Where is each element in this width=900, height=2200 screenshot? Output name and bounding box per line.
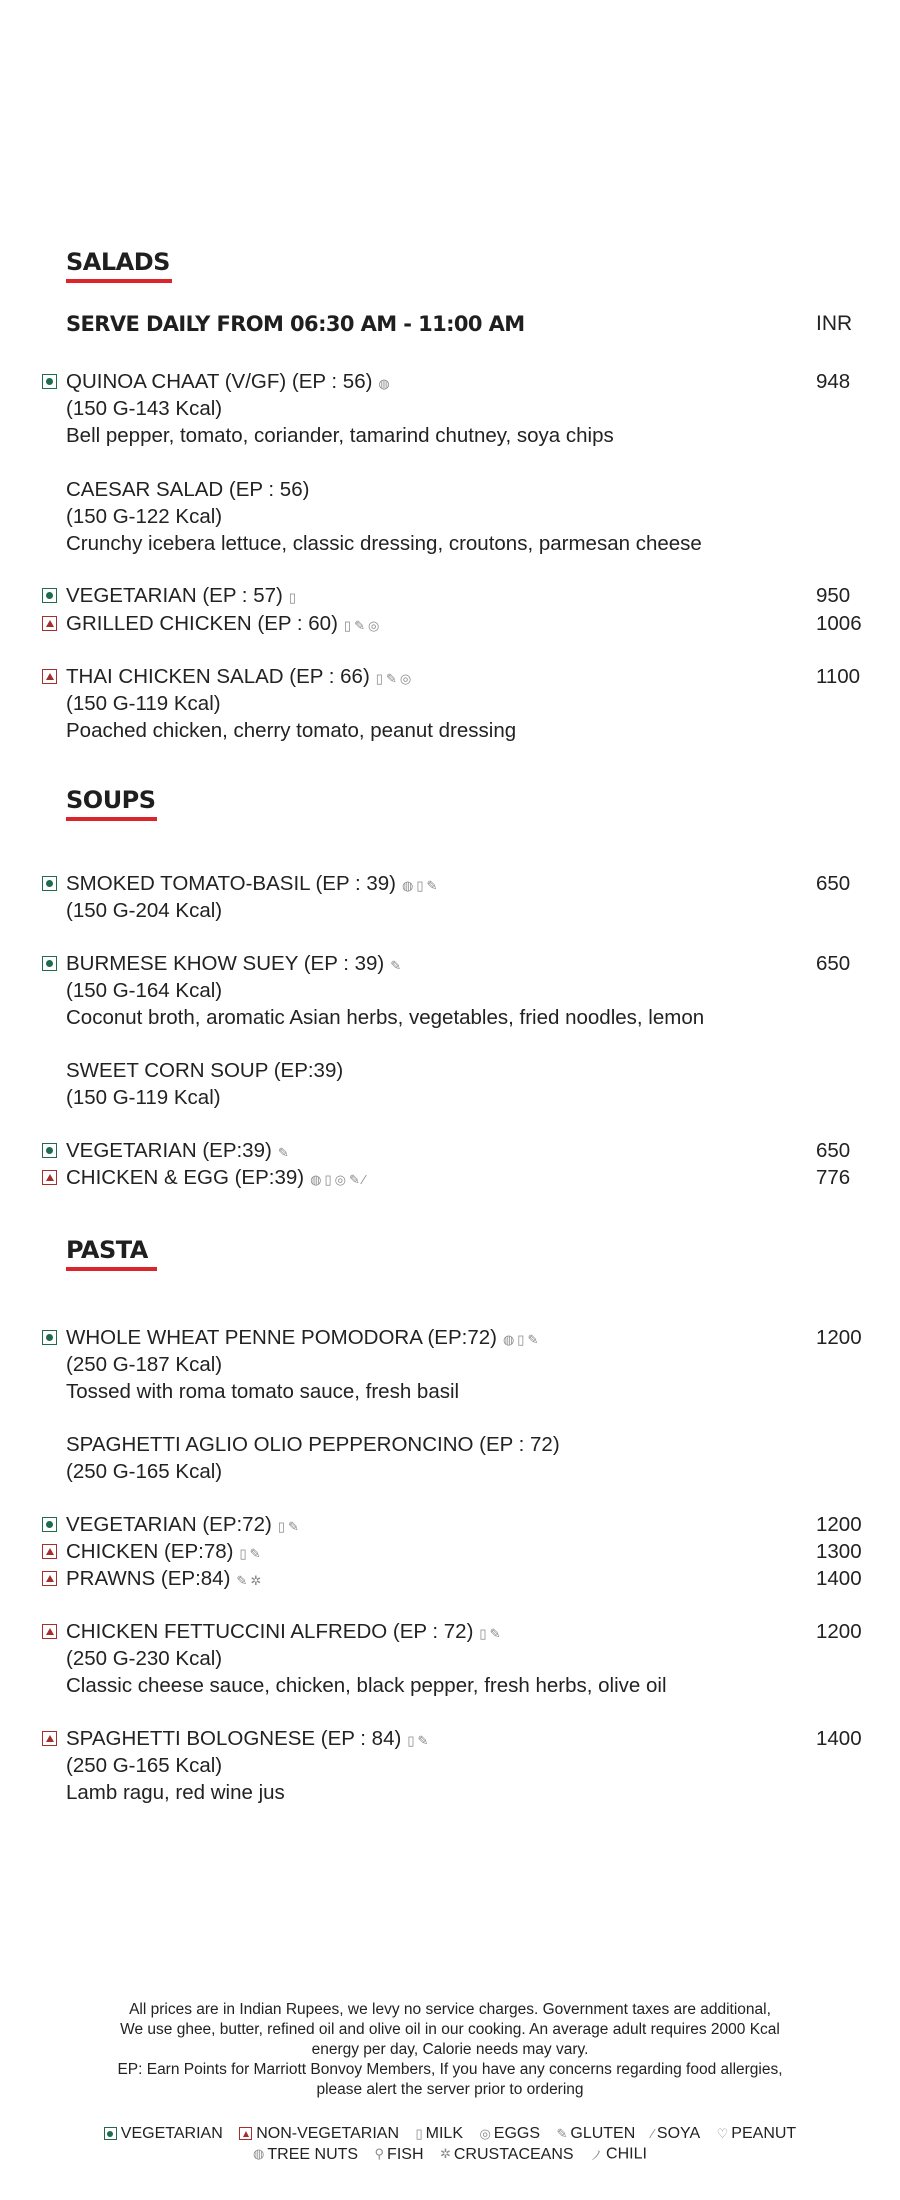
eggs-icon: ◎ — [367, 617, 380, 633]
menu-item-name: SPAGHETTI BOLOGNESE (EP : 84) ▯ ✎ — [66, 1725, 431, 1754]
menu-item-portion: (150 G-164 Kcal) — [66, 979, 223, 1002]
menu-item-portion: (250 G-165 Kcal) — [66, 1754, 223, 1777]
crustaceans-icon: ✲ — [439, 2146, 451, 2162]
nonveg-marker-icon — [239, 2127, 252, 2140]
menu-item-name: THAI CHICKEN SALAD (EP : 66) ▯ ✎ ◎ — [66, 663, 414, 692]
gluten-icon: ✎ — [426, 877, 438, 893]
gluten-icon: ✎ — [417, 1732, 429, 1748]
peanut-icon: ♡ — [716, 2125, 729, 2141]
menu-item-name: BURMESE KHOW SUEY (EP : 39) ✎ — [66, 950, 404, 979]
milk-icon: ▯ — [343, 617, 352, 633]
footer-line: energy per day, Calorie needs may vary. — [311, 2041, 589, 2058]
menu-item-portion: (150 G-122 Kcal) — [66, 505, 223, 528]
section-underline — [66, 279, 172, 283]
footer-line: All prices are in Indian Rupees, we levy no service charges. Government taxes are additional, — [129, 2001, 771, 2018]
menu-item-name: VEGETARIAN (EP:39) ✎ — [66, 1137, 292, 1166]
gluten-icon: ✎ — [390, 957, 402, 973]
gluten-icon: ✎ — [489, 1625, 501, 1641]
serve-time: SERVE DAILY FROM 06:30 AM - 11:00 AM — [66, 312, 525, 336]
milk-icon: ▯ — [415, 2125, 423, 2141]
footer-line: EP: Earn Points for Marriott Bonvoy Members, If you have any concerns regarding food allergies, — [117, 2061, 783, 2078]
veg-marker-icon — [104, 2127, 117, 2140]
menu-item-price: 1400 — [816, 1727, 862, 1750]
chili-icon: ノ — [590, 2148, 604, 2163]
menu-item-name: CHICKEN (EP:78) ▯ ✎ — [66, 1538, 264, 1567]
tree-nuts-icon: ◍ — [310, 1171, 322, 1187]
menu-item-name: CAESAR SALAD (EP : 56) — [66, 478, 310, 501]
milk-icon: ▯ — [479, 1625, 487, 1641]
gluten-icon: ✎ — [385, 670, 397, 686]
menu-item-name: CHICKEN FETTUCCINI ALFREDO (EP : 72) ▯ ✎ — [66, 1618, 503, 1647]
soya-icon: ⁄ — [362, 1171, 366, 1187]
menu-item-portion: (250 G-187 Kcal) — [66, 1353, 223, 1376]
menu-item-portion: (150 G-119 Kcal) — [66, 692, 221, 715]
legend-row-1: VEGETARIAN NON-VEGETARIAN ▯ MILK ◎ EGGS ✎ GLUTEN ⁄ SOYA ♡ PEANUT — [60, 2125, 840, 2143]
menu-item-price: 950 — [816, 584, 851, 607]
nonveg-marker-icon — [42, 669, 57, 684]
milk-icon: ▯ — [324, 1171, 332, 1187]
section-title-salads: SALADS — [66, 248, 170, 276]
section-underline — [66, 817, 157, 821]
menu-item-name: CHICKEN & EGG (EP:39) ◍ ▯ ◎ ✎ ⁄ — [66, 1164, 368, 1193]
menu-item-description: Classic cheese sauce, chicken, black pepper, fresh herbs, olive oil — [66, 1674, 667, 1697]
crustaceans-icon: ✲ — [250, 1572, 262, 1588]
nonveg-marker-icon — [42, 1624, 57, 1639]
veg-marker-icon — [42, 374, 57, 389]
milk-icon: ▯ — [288, 589, 296, 605]
milk-icon: ▯ — [416, 877, 424, 893]
veg-marker-icon — [42, 876, 57, 891]
milk-icon: ▯ — [407, 1732, 415, 1748]
veg-marker-icon — [42, 588, 57, 603]
veg-marker-icon — [42, 956, 57, 971]
menu-item-price: 1200 — [816, 1620, 862, 1643]
veg-marker-icon — [42, 1330, 57, 1345]
menu-item-price: 650 — [816, 1139, 851, 1162]
menu-item-price: 1006 — [816, 612, 862, 635]
eggs-icon: ◎ — [399, 670, 412, 686]
eggs-icon: ◎ — [479, 2125, 491, 2141]
menu-item-price: 1200 — [816, 1513, 862, 1536]
menu-item-price: 650 — [816, 872, 851, 895]
menu-item-name: VEGETARIAN (EP:72) ▯ ✎ — [66, 1511, 302, 1540]
veg-marker-icon — [42, 1517, 57, 1532]
menu-item-name: QUINOA CHAAT (V/GF) (EP : 56) ◍ — [66, 368, 393, 397]
fish-icon: ⚲ — [374, 2146, 385, 2162]
menu-item-description: Lamb ragu, red wine jus — [66, 1781, 285, 1804]
tree-nuts-icon: ◍ — [378, 375, 390, 391]
menu-item-portion: (250 G-165 Kcal) — [66, 1460, 223, 1483]
menu-item-portion: (250 G-230 Kcal) — [66, 1647, 223, 1670]
menu-item-price: 1300 — [816, 1540, 862, 1563]
gluten-icon: ✎ — [277, 1144, 289, 1160]
legend-row-2: ◍ TREE NUTS ⚲ FISH ✲ CRUSTACEANS ノ CHILI — [253, 2145, 647, 2163]
gluten-icon: ✎ — [236, 1572, 248, 1588]
gluten-icon: ✎ — [556, 2125, 568, 2141]
menu-item-name: WHOLE WHEAT PENNE POMODORA (EP:72) ◍ ▯ ✎ — [66, 1324, 541, 1353]
gluten-icon: ✎ — [354, 617, 365, 633]
soya-icon: ⁄ — [651, 2126, 654, 2142]
menu-item-description: Tossed with roma tomato sauce, fresh basil — [66, 1380, 460, 1403]
menu-item-description: Coconut broth, aromatic Asian herbs, vegetables, fried noodles, lemon — [66, 1006, 705, 1029]
footer-line: please alert the server prior to ordering — [316, 2081, 584, 2098]
nonveg-marker-icon — [42, 1731, 57, 1746]
nonveg-marker-icon — [42, 616, 57, 631]
menu-item-portion: (150 G-143 Kcal) — [66, 397, 223, 420]
tree-nuts-icon: ◍ — [253, 2146, 265, 2162]
veg-marker-icon — [42, 1143, 57, 1158]
milk-icon: ▯ — [375, 670, 383, 686]
gluten-icon: ✎ — [348, 1171, 360, 1187]
menu-item-description: Poached chicken, cherry tomato, peanut dressing — [66, 719, 517, 742]
menu-item-price: 776 — [816, 1166, 851, 1189]
eggs-icon: ◎ — [334, 1171, 346, 1187]
tree-nuts-icon: ◍ — [502, 1331, 515, 1347]
milk-icon: ▯ — [277, 1518, 285, 1534]
currency-label: INR — [816, 312, 853, 335]
menu-item-name: GRILLED CHICKEN (EP : 60) ▯ ✎ ◎ — [66, 610, 382, 639]
menu-item-price: 1400 — [816, 1567, 862, 1590]
menu-item-price: 1200 — [816, 1326, 862, 1349]
menu-item-description: Crunchy icebera lettuce, classic dressing, croutons, parmesan cheese — [66, 532, 702, 555]
nonveg-marker-icon — [42, 1544, 57, 1559]
menu-item-price: 650 — [816, 952, 851, 975]
menu-item-price: 948 — [816, 370, 851, 393]
tree-nuts-icon: ◍ — [402, 877, 414, 893]
milk-icon: ▯ — [517, 1331, 525, 1347]
section-title-soups: SOUPS — [66, 786, 156, 814]
gluten-icon: ✎ — [249, 1545, 261, 1561]
menu-item-price: 1100 — [816, 665, 861, 688]
menu-item-name: SWEET CORN SOUP (EP:39) — [66, 1059, 344, 1082]
section-title-pasta: PASTA — [66, 1236, 148, 1264]
menu-item-description: Bell pepper, tomato, coriander, tamarind chutney, soya chips — [66, 424, 614, 447]
menu-item-name: SPAGHETTI AGLIO OLIO PEPPERONCINO (EP : 72) — [66, 1433, 560, 1456]
menu-item-name: PRAWNS (EP:84) ✎ ✲ — [66, 1565, 264, 1594]
nonveg-marker-icon — [42, 1170, 57, 1185]
menu-item-name: VEGETARIAN (EP : 57) ▯ — [66, 582, 299, 611]
footer-line: We use ghee, butter, refined oil and olive oil in our cooking. An average adult requires 2000 Kcal — [120, 2021, 780, 2038]
menu-item-portion: (150 G-119 Kcal) — [66, 1086, 221, 1109]
gluten-icon: ✎ — [527, 1331, 539, 1347]
gluten-icon: ✎ — [287, 1518, 299, 1534]
milk-icon: ▯ — [239, 1545, 247, 1561]
menu-item-name: SMOKED TOMATO-BASIL (EP : 39) ◍ ▯ ✎ — [66, 870, 440, 899]
footer-disclaimer — [90, 2000, 810, 2100]
menu-item-portion: (150 G-204 Kcal) — [66, 899, 223, 922]
nonveg-marker-icon — [42, 1571, 57, 1586]
section-underline — [66, 1267, 157, 1271]
